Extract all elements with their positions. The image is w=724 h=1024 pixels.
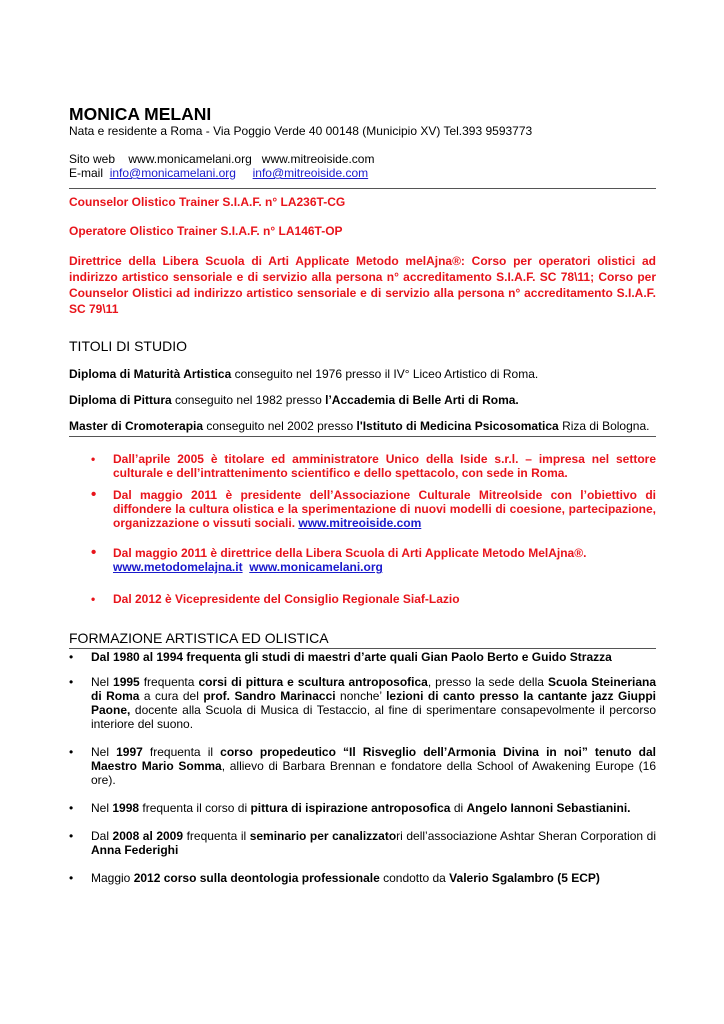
text: docente alla Scuola di Musica di Testaccio, al fine di sperimentare consapevolmente il percorso interiore del suono.: [91, 703, 656, 731]
page-title: MONICA MELANI: [69, 104, 212, 124]
text: di: [450, 801, 467, 815]
incarico-mitreoiside: Dal maggio 2011 è presidente dell’Associazione Culturale MitreoIside con l’obiettivo di diffondere la cultura olistica e la sperimentazione di nuovi modelli di coesione, partecipazione, organizzazione o vissuti sociali.: [113, 488, 656, 530]
course: lezioni di canto presso la cantante jazz Giuppi Paone,: [91, 689, 656, 717]
cv-document: [69, 104, 656, 885]
text: Dal: [91, 829, 113, 843]
text: a cura del: [139, 689, 204, 703]
bullet-icon: •: [91, 486, 97, 503]
text: frequenta: [139, 675, 199, 689]
text: , allievo di Barbara Brennan e fondatore della School of Awakening Europe (16 ore).: [91, 759, 656, 787]
text: , presso la sede della: [427, 675, 548, 689]
master-text: conseguito nel 2002 presso: [203, 419, 357, 433]
bullet-icon: •: [69, 829, 74, 843]
list-item: [91, 592, 656, 606]
site-link-monicamelani[interactable]: www.monicamelani.org: [128, 152, 252, 166]
master-location: Riza di Bologna.: [558, 419, 650, 433]
bullet-icon: •: [91, 592, 96, 606]
list-item: [69, 871, 656, 885]
site-link-mitreoiside[interactable]: www.mitreoiside.com: [261, 152, 375, 166]
year: 1998: [112, 801, 140, 815]
list-item: [69, 801, 656, 815]
link-mitreoiside[interactable]: www.mitreoiside.com: [298, 516, 422, 530]
diploma-pittura-institute: l’Accademia di Belle Arti di Roma.: [325, 393, 519, 407]
text: [588, 745, 595, 759]
email-line: [69, 166, 656, 180]
text: condotto da: [379, 871, 450, 885]
list-item: [69, 675, 656, 731]
bullet-icon: •: [69, 801, 74, 815]
text: frequenta il: [142, 745, 221, 759]
text: nonche’: [335, 689, 387, 703]
diploma-maturita-title: Diploma di Maturità Artistica: [69, 367, 232, 381]
year: 2008 al 2009: [112, 829, 184, 843]
course: 2012 corso sulla deontologia professionale: [133, 871, 380, 885]
teacher: tenuto dal Maestro Mario Somma: [91, 745, 657, 773]
bullet-icon: •: [91, 452, 96, 466]
master-institute: l'Istituto di Medicina Psicosomatica: [356, 419, 559, 433]
diploma-pittura-text: conseguito nel 1982 presso: [171, 393, 326, 407]
role-operatore: Operatore Olistico Trainer S.I.A.F. n° LA146T-OP: [69, 224, 343, 238]
teacher: Anna Federighi: [91, 843, 179, 857]
incarico-iside: Dall’aprile 2005 è titolare ed amministratore Unico della Iside s.r.l. – impresa nel settore culturale e dell’intrattenimento scientifico e dello spettacolo, con sede in Roma.: [113, 452, 656, 480]
text: Nel: [91, 745, 117, 759]
site-label: Sito web: [69, 152, 116, 166]
address-line: Nata e residente a Roma - Via Poggio Verde 40 00148 (Municipio XV) Tel.393 9593773: [69, 124, 533, 138]
course: pittura di ispirazione antroposofica: [250, 801, 451, 815]
list-item: [91, 546, 656, 574]
section-heading-titoli: TITOLI DI STUDIO: [69, 338, 187, 354]
email-link-mitreoiside[interactable]: info@mitreoiside.com: [252, 166, 369, 180]
list-item: [91, 488, 656, 530]
course: corsi di pittura e scultura antroposofica: [198, 675, 428, 689]
divider: [69, 436, 656, 437]
list-item: [69, 829, 656, 857]
bullet-icon: •: [69, 675, 74, 689]
role-direttrice: Direttrice della Libera Scuola di Arti Applicate Metodo melAjna®: Corso per operatori olistici ad indirizzo artistico sensoriale e di servizio alla persona n° accreditamento S.I.A.F. SC 78\11; Corso per Counselor Olistici ad indirizzo artistico sensoriale e di servizio alla persona n° accreditamento S.I.A.F. SC 79\11: [69, 254, 656, 316]
year: 1995: [113, 675, 140, 689]
text: frequenta il: [183, 829, 250, 843]
master-title: Master di Cromoterapia: [69, 419, 204, 433]
incarico-melajna: Dal maggio 2011 è direttrice della Libera Scuola di Arti Applicate Metodo MelAjna®.: [113, 546, 587, 560]
incarico-siaf: Dal 2012 è Vicepresidente del Consiglio Regionale Siaf-Lazio: [113, 592, 460, 606]
text: Nel: [91, 801, 113, 815]
role-counselor: Counselor Olistico Trainer S.I.A.F. n° LA236T-CG: [69, 195, 346, 209]
website-line: [69, 152, 656, 166]
bullet-icon: •: [91, 544, 97, 561]
diploma-pittura-title: Diploma di Pittura: [69, 393, 172, 407]
bullet-icon: •: [69, 745, 74, 759]
text: Maggio: [91, 871, 134, 885]
list-item: [69, 745, 656, 787]
divider: [69, 648, 656, 649]
link-monicamelani[interactable]: www.monicamelani.org: [249, 560, 383, 574]
list-item: [69, 650, 656, 664]
email-label: E-mail: [69, 166, 104, 180]
course: corso propedeutico “Il Risveglio dell’Armonia Divina in noi”: [220, 745, 588, 759]
master-cromoterapia: [69, 419, 656, 434]
list-item: [91, 452, 656, 480]
teacher: Angelo Iannoni Sebastianini.: [466, 801, 631, 815]
teacher: prof. Sandro Marinacci: [203, 689, 336, 703]
link-metodomelajna[interactable]: www.metodomelajna.it: [113, 560, 243, 574]
teacher: Valerio Sgalambro (5 ECP): [449, 871, 600, 885]
text: ri dell’associazione Ashtar Sheran Corporation di: [396, 829, 656, 843]
bullet-icon: •: [69, 650, 74, 664]
section-heading-formazione: FORMAZIONE ARTISTICA ED OLISTICA: [69, 630, 329, 646]
text: frequenta il corso di: [139, 801, 251, 815]
divider: [69, 188, 656, 189]
diploma-maturita-text: conseguito nel 1976 presso il IV° Liceo Artistico di Roma.: [231, 367, 539, 381]
text: Nel: [91, 675, 114, 689]
year: 1997: [116, 745, 143, 759]
school: Scuola Steineriana di Roma: [91, 675, 656, 703]
formazione-1980: Dal 1980 al 1994 frequenta gli studi di maestri d’arte quali Gian Paolo Berto e Guido Strazza: [91, 650, 612, 664]
bullet-icon: •: [69, 871, 74, 885]
course: seminario per canalizzato: [249, 829, 397, 843]
email-link-monicamelani[interactable]: info@monicamelani.org: [109, 166, 236, 180]
diploma-pittura: [69, 393, 656, 407]
incarico-melajna-links: [113, 560, 656, 574]
diploma-maturita: [69, 367, 656, 381]
